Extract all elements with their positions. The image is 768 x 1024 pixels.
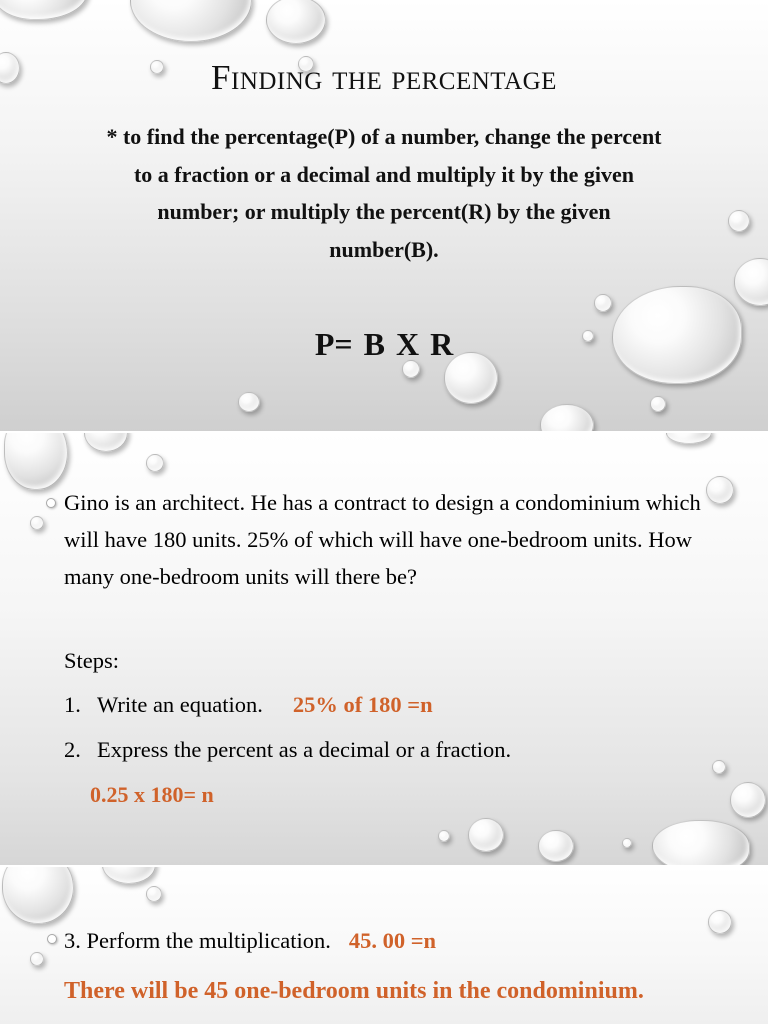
- water-drop-icon: [666, 432, 712, 444]
- step-equation: 25% of 180 =n: [292, 692, 433, 717]
- bullet-icon: [47, 934, 57, 944]
- step-equation: 0.25 x 180= n: [90, 782, 214, 807]
- step-number: 1.: [64, 692, 81, 717]
- water-drop-icon: [84, 432, 128, 452]
- water-drop-icon: [2, 866, 74, 924]
- step-equation: 45. 00 =n: [348, 928, 437, 953]
- step-text: Write an equation.: [97, 692, 263, 717]
- water-drop-icon: [30, 952, 44, 966]
- water-drop-icon: [30, 516, 44, 530]
- water-drop-icon: [730, 782, 766, 818]
- water-drop-icon: [102, 866, 156, 884]
- slide-divider: [0, 431, 768, 433]
- water-drop-icon: [146, 454, 164, 472]
- water-drop-icon: [0, 0, 88, 20]
- water-drop-icon: [622, 838, 632, 848]
- word-problem-text: Gino is an architect. He has a contract to design a condominium which will have 180 units. 25% of which will have one-bedroom units. How many one-bedroom units will there be?: [64, 490, 701, 589]
- water-drop-icon: [4, 432, 68, 490]
- steps-heading: Steps:: [64, 648, 120, 673]
- water-drop-icon: [540, 404, 594, 432]
- page-title: Finding the percentage: [211, 58, 557, 97]
- step-text: Express the percent as a decimal or a fraction.: [97, 737, 512, 762]
- percentage-rule-text: * to find the percentage(P) of a number, change the percent to a fraction or a decimal and multiply it by the given number; or multiply the percent(R) by the given number(B).: [106, 124, 662, 262]
- water-drop-icon: [728, 210, 750, 232]
- water-drop-icon: [438, 830, 450, 842]
- water-drop-icon: [538, 830, 574, 862]
- water-drop-icon: [146, 886, 162, 902]
- bullet-icon: [46, 498, 56, 508]
- water-drop-icon: [706, 476, 734, 504]
- water-drop-icon: [238, 392, 260, 412]
- step-2: [64, 731, 684, 768]
- step-text: 3. Perform the multiplication.: [64, 928, 331, 953]
- water-drop-icon: [468, 818, 504, 852]
- slide-divider: [0, 865, 768, 867]
- water-drop-icon: [652, 820, 750, 866]
- slide-finding-percentage: [0, 0, 768, 432]
- step-1: [64, 686, 664, 723]
- water-drop-icon: [708, 910, 732, 934]
- step-3: [64, 922, 704, 959]
- water-drop-icon: [266, 0, 326, 44]
- conclusion-text: There will be 45 one-bedroom units in the condominium.: [64, 978, 644, 1004]
- water-drop-icon: [594, 294, 612, 312]
- water-drop-icon: [130, 0, 252, 42]
- percentage-formula: P= B X R: [314, 326, 454, 362]
- water-drop-icon: [650, 396, 666, 412]
- step-number: 2.: [64, 737, 81, 762]
- water-drop-icon: [712, 760, 726, 774]
- water-drop-icon: [734, 258, 768, 306]
